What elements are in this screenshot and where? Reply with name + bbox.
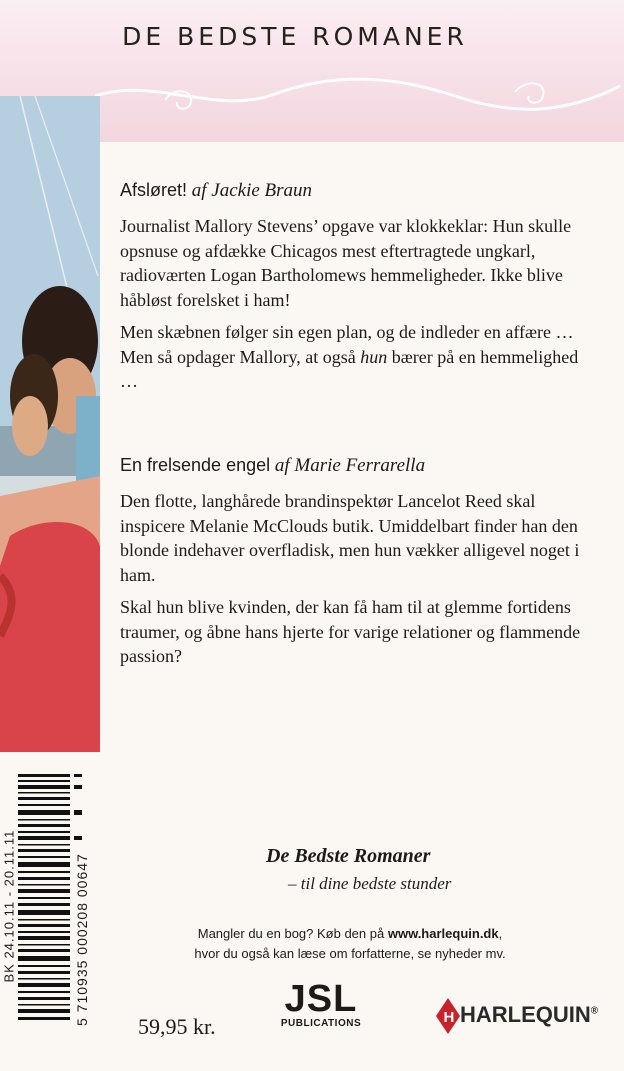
synopsis-paragraph: Men skæbnen følger sin egen plan, og de indleder en affære … Men så opdager Mallory, at også hun bærer på en hemmelighed … xyxy=(120,322,579,391)
synopsis-paragraph: Journalist Mallory Stevens’ opgave var klokkeklar: Hun skulle opsnuse og afdække Chicagos mest eftertragtede ungkarl, radioværten Logan Bartholomews hemmeligheder. Ikke blive håbløst forelsket i ham! xyxy=(120,216,572,310)
book-author: af Marie Ferrarella xyxy=(274,455,426,476)
barcode-date-code: BK 24.10.11 - 20.11.11 xyxy=(1,829,17,983)
price: 59,95 kr. xyxy=(138,1014,216,1039)
harlequin-wordmark: HARLEQUIN® xyxy=(460,1002,599,1027)
cover-photo-couple xyxy=(0,96,100,752)
info-line-1: Mangler du en bog? Køb den på www.harlequin.dk, xyxy=(197,926,503,941)
synopsis-paragraph: Den flotte, langhårede brandinspektør Lancelot Reed skal inspicere Melanie McClouds butik. Umiddelbart finder han den blonde indehaver overfladisk, men hun vækker alligevel noget i ham. xyxy=(120,491,580,585)
svg-text:H: H xyxy=(443,1009,455,1026)
slogan-title: De Bedste Romaner xyxy=(266,845,431,867)
barcode-ean-number: 5 710935 000208 00647 xyxy=(74,853,90,1026)
series-title: DE BEDSTE ROMANER xyxy=(122,22,468,51)
info-line-2: hvor du også kan læse om forfatterne, se nyheder mv. xyxy=(194,946,506,961)
book-title: Afsløret! xyxy=(120,180,188,200)
book-title: En frelsende engel xyxy=(120,455,271,475)
slogan-subtitle: – til dine bedste stunder xyxy=(288,874,452,893)
synopsis-paragraph: Skal hun blive kvinden, der kan få ham til at glemme fortidens traumer, og åbne hans hjerte for varige relationer og flammende passion? xyxy=(120,597,581,666)
jsl-publications-logo: JSL PUBLICATIONS xyxy=(280,978,362,1029)
book-blurb-2 xyxy=(120,455,600,669)
decorative-swirl xyxy=(95,56,620,126)
book-blurb-1 xyxy=(120,180,600,394)
book-author: af Jackie Braun xyxy=(191,180,313,201)
book-title-line xyxy=(120,455,600,477)
book-title-line xyxy=(120,180,600,202)
website-link[interactable]: www.harlequin.dk xyxy=(387,926,499,941)
